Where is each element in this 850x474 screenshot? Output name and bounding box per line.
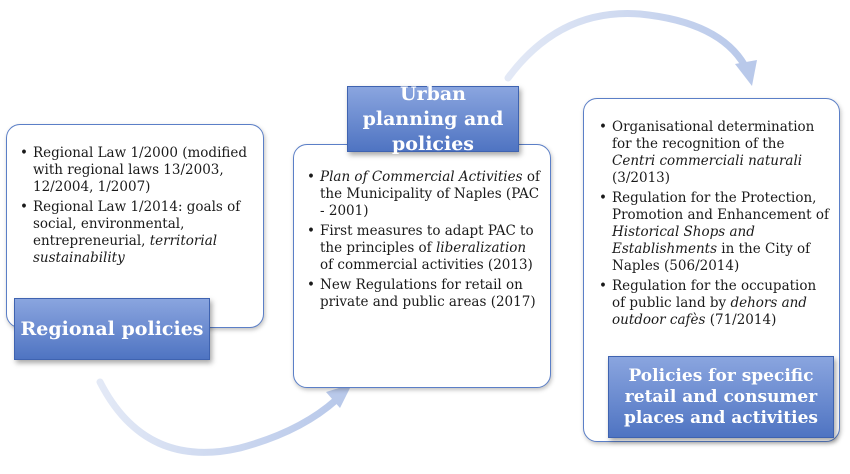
text: (3/2013) bbox=[612, 170, 671, 186]
text: Regional Law 1/2000 (modified with regional laws 13/2003, 12/2004, 1/2007) bbox=[33, 145, 248, 195]
specific-retail-list bbox=[598, 119, 831, 329]
text: (71/2014) bbox=[705, 312, 777, 328]
arrow-urban-to-specific bbox=[508, 14, 745, 78]
urban-planning-title: Urban planning and policies bbox=[347, 86, 519, 152]
bullet-item bbox=[598, 190, 831, 275]
bullet-item bbox=[306, 169, 542, 220]
text: Organisational determination for the recognition of the bbox=[612, 119, 815, 152]
italic-text: territorial sustainability bbox=[33, 233, 218, 266]
italic-text: Plan of Commercial Activities bbox=[320, 169, 523, 185]
bullet-item bbox=[306, 277, 542, 311]
bullet-item bbox=[598, 278, 831, 329]
text: Regulation for the occupation of public land by bbox=[612, 278, 817, 311]
text: Regulation for the Protection, Promotion and Enhancement of bbox=[612, 190, 829, 223]
text: in the City of Naples (506/2014) bbox=[612, 241, 811, 274]
bullet-item bbox=[19, 145, 253, 196]
text: Regional Law 1/2014: goals of social, environmental, entrepreneurial, bbox=[33, 199, 241, 249]
regional-policies-title: Regional policies bbox=[14, 298, 210, 360]
text: of the Municipality of Naples (PAC - 2001) bbox=[320, 169, 540, 219]
text: First measures to adapt PAC to the principles of bbox=[320, 223, 534, 256]
urban-planning-box bbox=[293, 144, 551, 388]
bullet-item bbox=[598, 119, 831, 187]
italic-text: dehors and outdoor cafès bbox=[612, 295, 807, 328]
italic-text: liberalization bbox=[435, 240, 527, 256]
arrow-head-top bbox=[735, 60, 757, 86]
bullet-item bbox=[306, 223, 542, 274]
specific-retail-title: Policies for specific retail and consumer places and activities bbox=[608, 356, 834, 438]
text: of commercial activities (2013) bbox=[320, 257, 533, 273]
bullet-item bbox=[19, 199, 253, 267]
text: New Regulations for retail on private and public areas (2017) bbox=[320, 277, 536, 310]
regional-policies-list bbox=[19, 145, 253, 267]
arrow-regional-to-urban bbox=[100, 382, 336, 452]
urban-planning-list bbox=[306, 169, 542, 311]
italic-text: Historical Shops and Establishments bbox=[612, 224, 755, 257]
italic-text: Centri commerciali naturali bbox=[612, 153, 803, 169]
